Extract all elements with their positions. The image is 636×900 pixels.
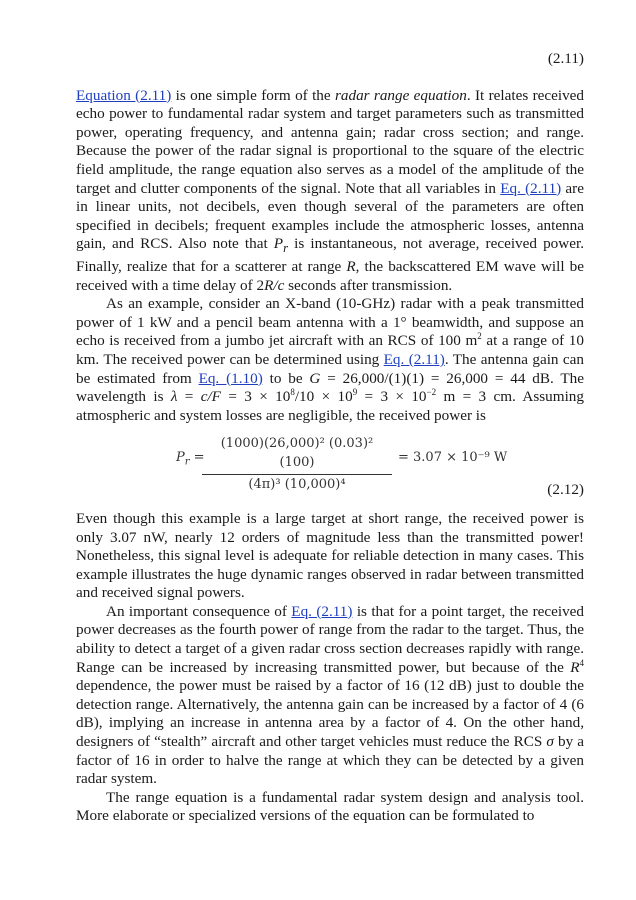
paragraph-5: The range equation is a fundamental radar system design and analysis tool. More elaborate or specialized versions of the equation can be formulated to	[76, 788, 584, 825]
equation-2-11-link[interactable]: Equation (2.11)	[76, 86, 172, 104]
eq-2-11-link[interactable]: Eq. (2.11)	[383, 350, 445, 368]
eq-2-11-link[interactable]: Eq. (2.11)	[291, 602, 353, 620]
equation-denominator: (4π)³ (10,000)⁴	[248, 476, 346, 492]
equation-fraction	[202, 435, 392, 494]
paragraph-1: Equation (2.11) is one simple form of the radar range equation. It relates received echo power to fundamental radar system and target parameters such as transmitted power, operating frequency, and antenna gain; radar cross section; and range. Because the power of the radar signal is proportional to the square of the electric field amplitude, the range equation also serves as a model of the amplitude of the target and clutter components of the signal. Note that all variables in Eq. (2.11) are in linear units, not decibels, even though several of the parameters are often specified in decibels; frequent examples include the atmospheric losses, antenna gain, and RCS. Also note that $P_r$ is instantaneous, not average, received power. Finally, realize that for a scatterer at range R, the backscattered EM wave will be received with a time delay of 2R/c seconds after transmission.	[76, 86, 584, 294]
equation-number-2-12: (2.12)	[547, 481, 584, 499]
document-page	[76, 50, 584, 826]
equation-number-2-11: (2.11)	[547, 50, 584, 67]
equation-lhs: $P_r$ =	[176, 450, 205, 468]
equation-rhs: = 3.07 × 10⁻⁹ W	[398, 450, 508, 466]
eq-2-11-link[interactable]: Eq. (2.11)	[500, 179, 562, 197]
paragraph-2: As an example, consider an X-band (10-GHz) radar with a peak transmitted power of 1 kW and a pencil beam antenna with a 1° beamwidth, and suppose an echo is received from a jumbo jet aircraft with an RCS of 100 $m^2$ at a range of 10 km. The received power can be determined using Eq. (2.11). The antenna gain can be estimated from Eq. (1.10) to be G = 26,000/(1)(1) = 26,000 = 44 dB. The wavelength is $\lambda = c/F = 3 \times 10^8/10 \times 10^9 = 3 \times 10^{-2}$ m = 3 cm. Assuming atmospheric and system losses are negligible, the received power is	[76, 295, 584, 424]
paragraph-3: Even though this example is a large target at short range, the received power is only 3.07 nW, nearly 12 orders of magnitude less than the transmitted power! Nonetheless, this signal level is adequate for reliable detection in many cases. This example illustrates the huge dynamic ranges observed in radar between transmitted and received signal powers.	[76, 509, 584, 602]
equation-numerator: (1000)(26,000)² (0.03)² (100)	[202, 435, 392, 474]
eq-1-10-link[interactable]: Eq. (1.10)	[198, 369, 263, 387]
paragraph-4: An important consequence of Eq. (2.11) is that for a point target, the received power decreases as the fourth power of range from the radar to the target. Thus, the ability to detect a target of a given radar cross section decreases rapidly with range. Range can be increased by increasing transmitted power, but because of the $R^4$ dependence, the power must be raised by a factor of 16 (12 dB) just to double the detection range. Alternatively, the antenna gain can be increased by a factor of 4 (6 dB), implying an increase in antenna area by a factor of 4. On the other hand, designers of “stealth” aircraft and other target vehicles must reduce the RCS σ by a factor of 16 in order to halve the range at which they can be detected by a given radar system.	[76, 602, 584, 788]
